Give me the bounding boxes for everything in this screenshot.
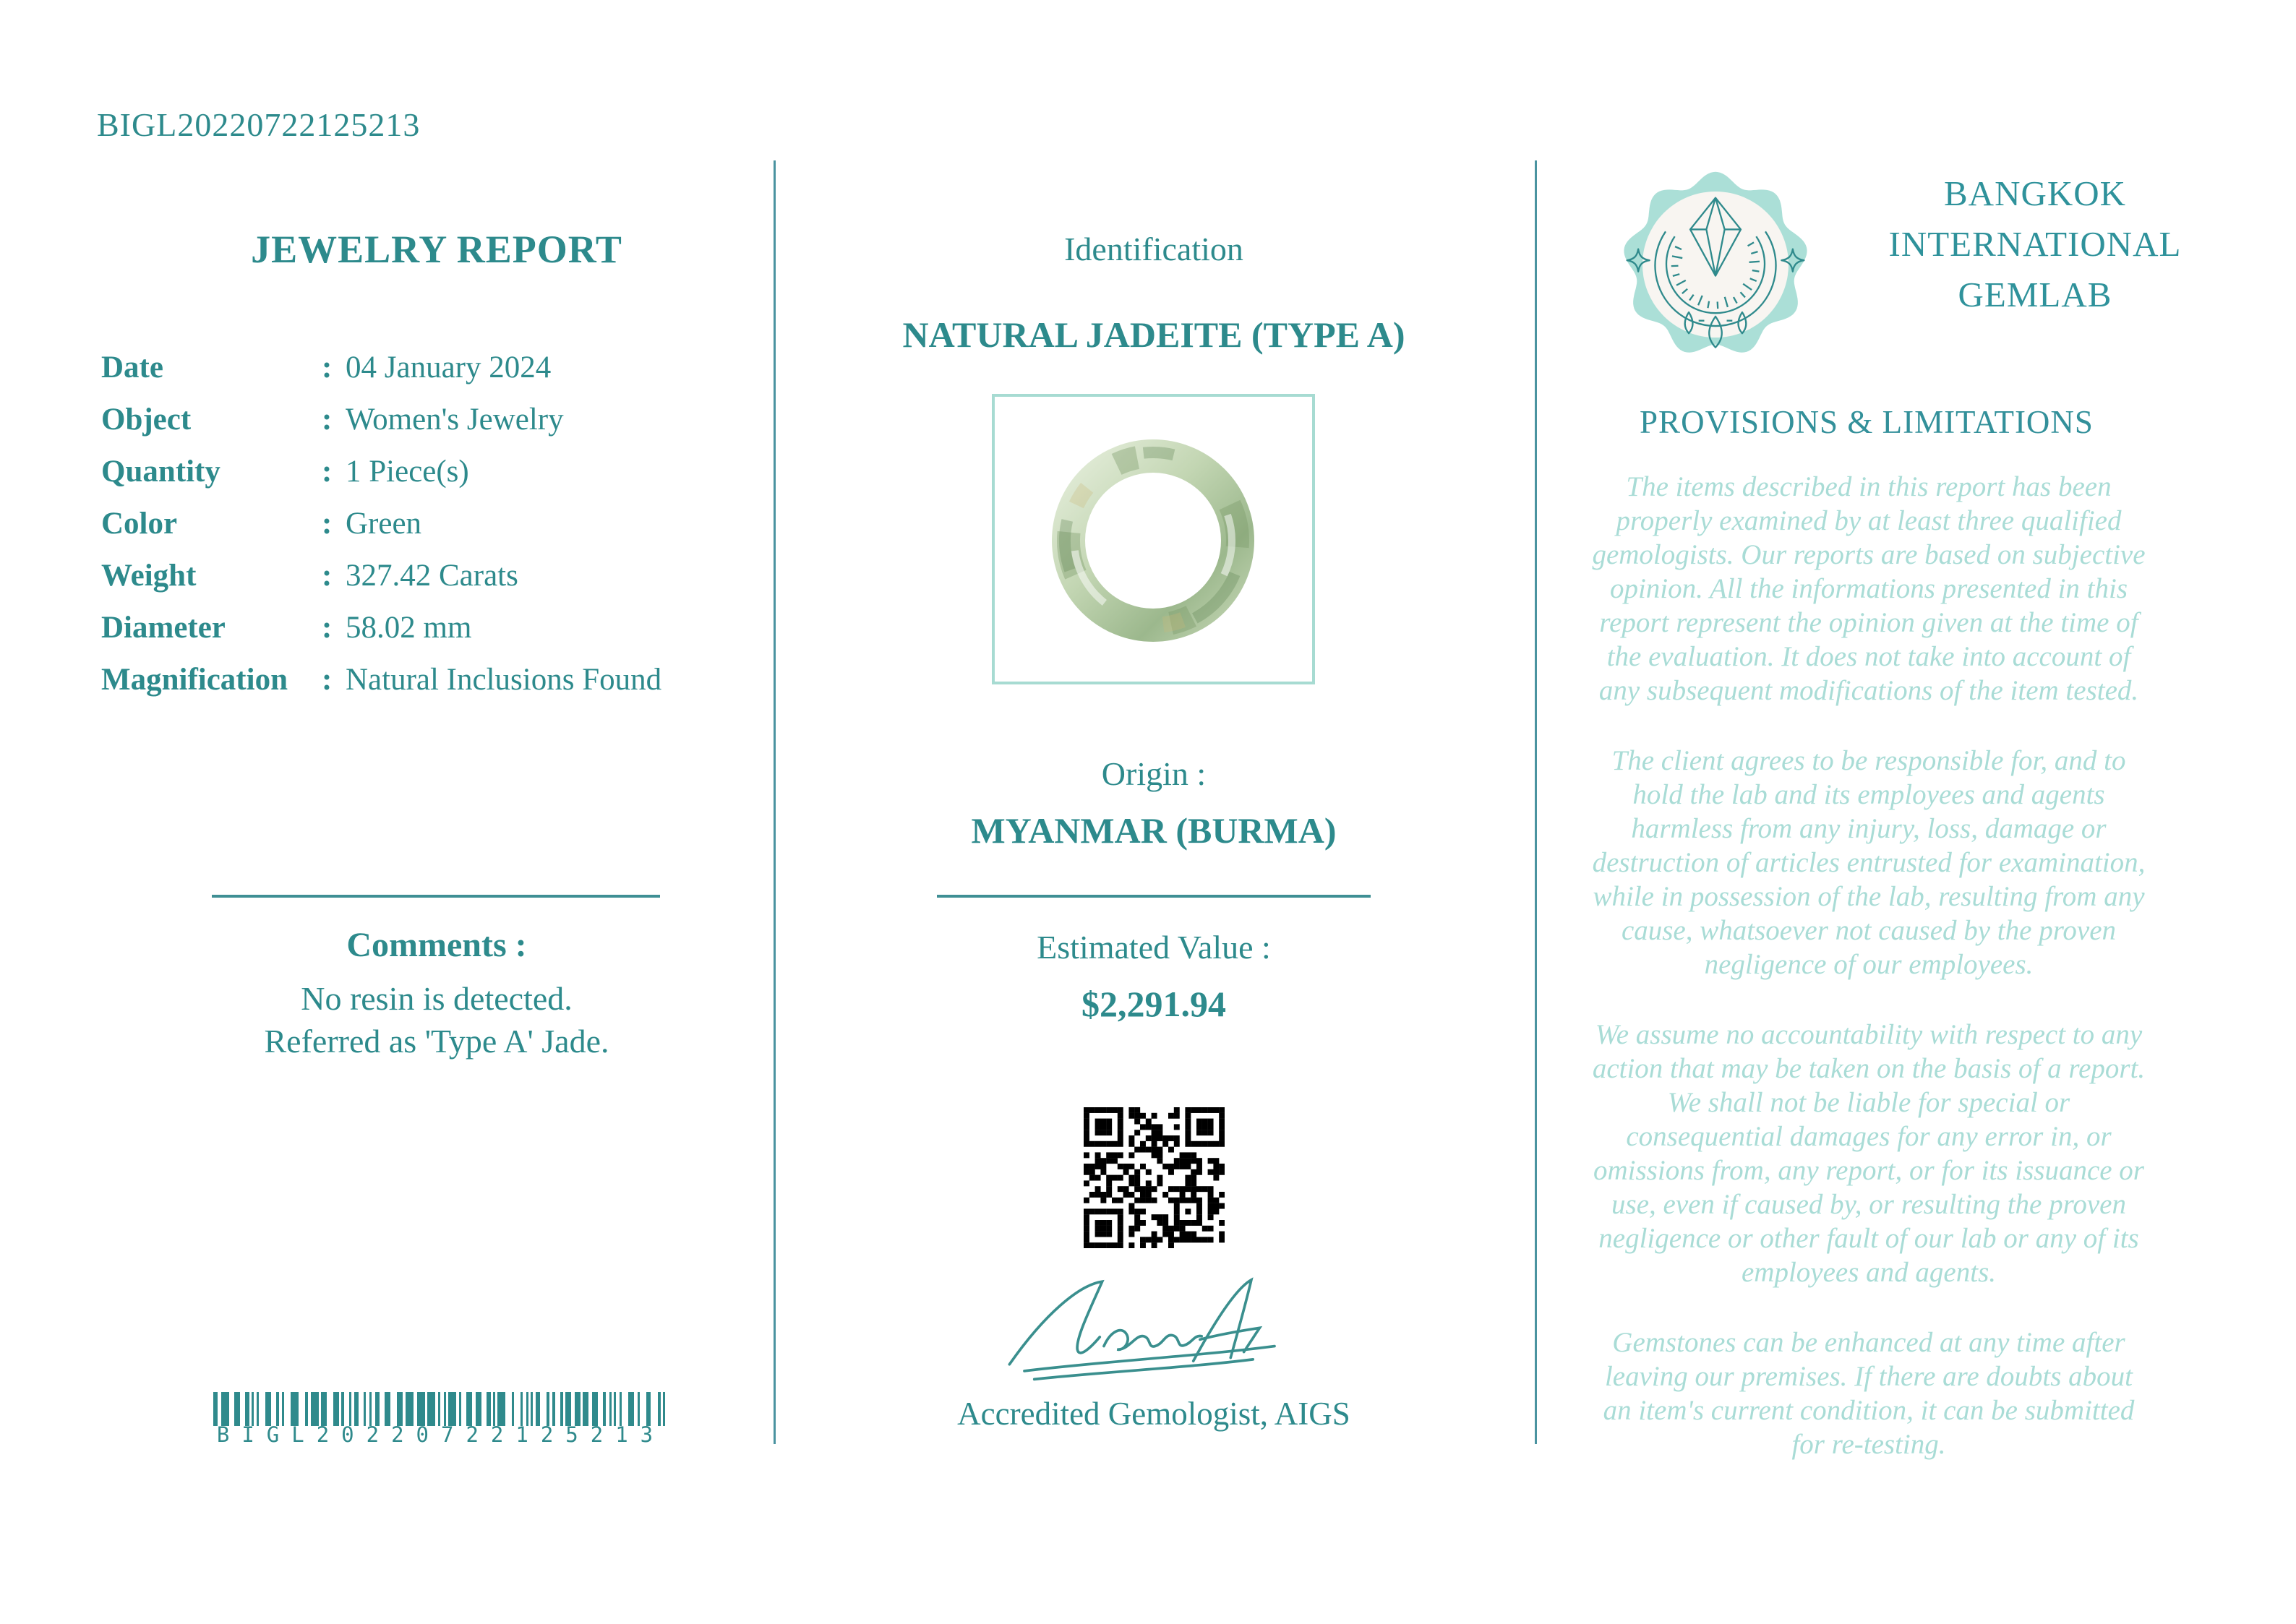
table-row bbox=[101, 496, 737, 548]
report-fields-table bbox=[101, 340, 737, 704]
field-label: Object bbox=[101, 403, 192, 437]
table-row bbox=[101, 652, 737, 704]
field-colon: : bbox=[322, 351, 333, 384]
field-value: Natural Inclusions Found bbox=[346, 663, 662, 697]
lab-name-line: INTERNATIONAL bbox=[1888, 224, 2182, 264]
field-colon: : bbox=[322, 663, 333, 697]
comment-line: No resin is detected. bbox=[301, 980, 573, 1017]
comments-divider bbox=[212, 895, 660, 898]
report-number: BIGL20220722125213 bbox=[97, 106, 421, 143]
field-label: Magnification bbox=[101, 663, 288, 697]
provision-paragraph: The client agrees to be responsible for, and to hold the lab and its employees and agents harmless from any injury, loss, damage or destruction of articles entrusted for examination, while in possession of the lab, resulting from any cause, whatsoever not caused by the proven negligence of our employees. bbox=[1592, 745, 2146, 980]
comments-heading: Comments : bbox=[346, 926, 527, 964]
field-value: 58.02 mm bbox=[346, 611, 472, 645]
field-value: 327.42 Carats bbox=[346, 559, 518, 593]
lab-name-line: GEMLAB bbox=[1958, 275, 2112, 314]
field-value: 04 January 2024 bbox=[346, 351, 552, 384]
table-row bbox=[101, 444, 737, 496]
comment-line: Referred as 'Type A' Jade. bbox=[264, 1023, 609, 1060]
provisions-heading: PROVISIONS & LIMITATIONS bbox=[1640, 404, 2094, 440]
field-colon: : bbox=[322, 559, 333, 593]
jewelry-photo-frame bbox=[992, 394, 1315, 684]
barcode-text: BIGL20220722125213 bbox=[216, 1422, 666, 1447]
table-row bbox=[101, 392, 737, 444]
origin-value: MYANMAR (BURMA) bbox=[971, 810, 1337, 851]
provision-paragraph: We assume no accountability with respect to any action that may be taken on the basis of a report. We shall not be liable for special or consequential damages for any error in, or omissions from, any report, or for its issuance or use, even if caused by, or resulting the proven negligence or other fault of our lab or any of its employees and agents. bbox=[1592, 1019, 2146, 1288]
signatory-title: Accredited Gemologist, AIGS bbox=[957, 1396, 1350, 1432]
column-divider bbox=[774, 160, 776, 1444]
field-label: Date bbox=[101, 351, 163, 384]
table-row bbox=[101, 600, 737, 652]
estimated-value-label: Estimated Value : bbox=[1037, 929, 1271, 966]
signature-icon bbox=[989, 1275, 1322, 1394]
field-value: 1 Piece(s) bbox=[346, 455, 469, 489]
table-row bbox=[101, 340, 737, 392]
field-colon: : bbox=[322, 455, 333, 489]
field-colon: : bbox=[322, 507, 333, 541]
jade-bangle-photo bbox=[995, 397, 1312, 682]
lab-name-line: BANGKOK bbox=[1944, 173, 2126, 213]
qr-code-icon bbox=[1084, 1107, 1225, 1248]
field-value: Women's Jewelry bbox=[346, 403, 564, 437]
lab-logo-icon bbox=[1617, 166, 1814, 363]
value-divider bbox=[937, 895, 1371, 898]
report-title: JEWELRY REPORT bbox=[251, 228, 622, 271]
field-label: Quantity bbox=[101, 455, 220, 489]
field-colon: : bbox=[322, 611, 333, 645]
provision-paragraph: The items described in this report has been properly examined by at least three qualified gemologists. Our reports are based on subjective opinion. All the informations presented in this report represent the opinion given at the time of the evaluation. It does not take into account of any subsequent modifications of the item tested. bbox=[1592, 471, 2146, 706]
table-row bbox=[101, 548, 737, 600]
lab-name bbox=[1822, 168, 2248, 320]
field-label: Color bbox=[101, 507, 178, 541]
estimated-value-amount: $2,291.94 bbox=[1081, 984, 1226, 1024]
field-value: Green bbox=[346, 507, 422, 541]
identification-heading: Identification bbox=[1064, 231, 1243, 267]
field-colon: : bbox=[322, 403, 333, 437]
field-label: Weight bbox=[101, 559, 197, 593]
field-label: Diameter bbox=[101, 611, 226, 645]
barcode-icon bbox=[213, 1392, 665, 1426]
origin-label: Origin : bbox=[1101, 755, 1207, 792]
comments-body bbox=[111, 977, 762, 1062]
provisions-text bbox=[1590, 470, 2147, 1498]
identification-result: NATURAL JADEITE (TYPE A) bbox=[902, 314, 1405, 355]
provision-paragraph: Gemstones can be enhanced at any time after leaving our premises. If there are doubts about an item's current condition, it can be submitted for re-testing. bbox=[1603, 1327, 2135, 1460]
column-divider bbox=[1535, 160, 1537, 1444]
